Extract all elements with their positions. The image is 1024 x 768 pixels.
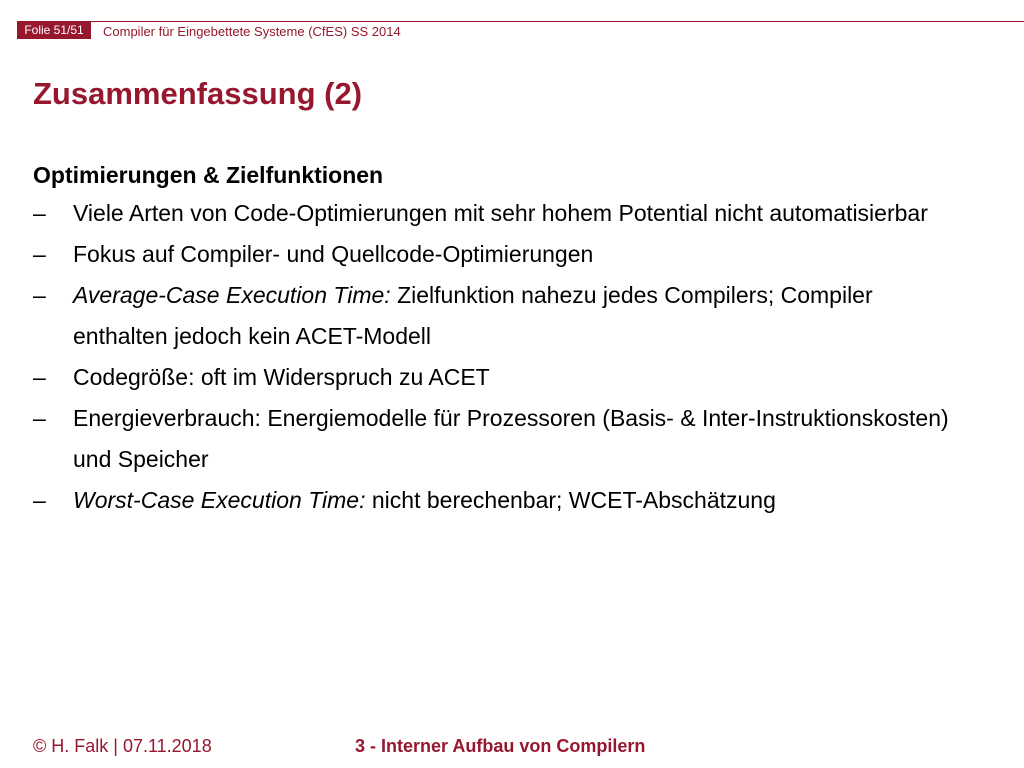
bullet-list: [33, 193, 963, 521]
bullet-dash: –: [33, 282, 46, 308]
footer-author-date: © H. Falk | 07.11.2018: [33, 736, 212, 756]
bullet-text: nicht berechenbar; WCET-Abschätzung: [365, 487, 776, 513]
section-heading: Optimierungen & Zielfunktionen: [33, 162, 384, 188]
bullet-dash: –: [33, 241, 46, 267]
bullet-italic-text: Average-Case Execution Time:: [73, 282, 391, 308]
slide-number-badge: Folie 51/51: [17, 21, 91, 39]
footer-chapter-title: 3 - Interner Aufbau von Compilern: [355, 736, 646, 756]
bullet-item: [33, 357, 963, 398]
slide-header: [0, 0, 1024, 44]
bullet-dash: –: [33, 200, 46, 226]
bullet-item: [33, 275, 963, 357]
slide-title: Zusammenfassung (2): [33, 76, 363, 111]
bullet-italic-text: Worst-Case Execution Time:: [73, 487, 366, 513]
bullet-item: [33, 234, 963, 275]
header-divider: [91, 21, 1024, 22]
bullet-dash: –: [33, 364, 46, 390]
bullet-item: [33, 398, 963, 480]
bullet-text: Energieverbrauch: Energiemodelle für Prozessoren (Basis- & Inter-Instruktionskosten) und Speicher: [73, 405, 949, 472]
bullet-text: Fokus auf Compiler- und Quellcode-Optimierungen: [73, 241, 594, 267]
bullet-dash: –: [33, 405, 46, 431]
bullet-dash: –: [33, 487, 46, 513]
course-title: Compiler für Eingebettete Systeme (CfES) SS 2014: [103, 24, 401, 39]
bullet-text: Viele Arten von Code-Optimierungen mit sehr hohem Potential nicht automatisierbar: [73, 200, 928, 226]
bullet-text: Codegröße: oft im Widerspruch zu ACET: [73, 364, 490, 390]
bullet-item: [33, 193, 963, 234]
bullet-text: Zielfunktion nahezu jedes Compilers; Compiler enthalten jedoch kein ACET-Modell: [73, 282, 873, 349]
slide-footer: [0, 732, 1024, 762]
bullet-item: [33, 480, 963, 521]
